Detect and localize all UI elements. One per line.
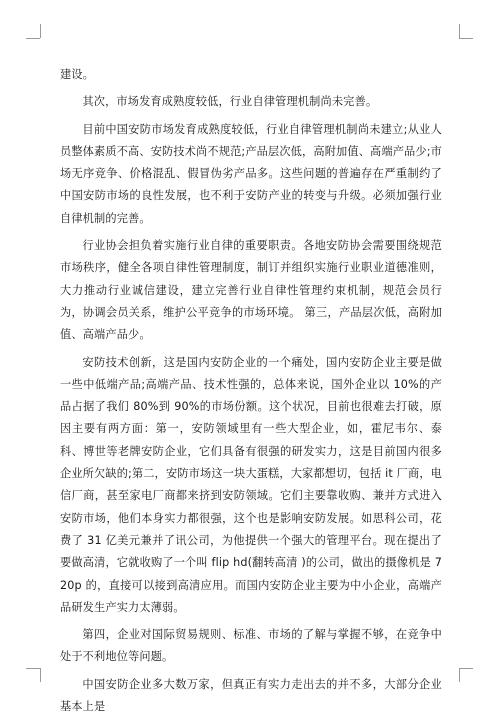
crop-mark-bottom-left-v <box>40 668 41 682</box>
crop-mark-top-right-v <box>459 24 460 38</box>
crop-mark-bottom-left-h <box>26 668 40 669</box>
crop-mark-top-right-h <box>459 38 473 39</box>
paragraph-continuation: 建设。 <box>60 68 95 81</box>
paragraph-market-maturity: 目前中国安防市场发育成熟度较低，行业自律管理机制尚未建立;从业人员整体素质不高、安防技术尚不规范;产品层次低，高附加值、高端产品少;市场无序竞争、价格混乱、假冒伪劣产品多。这些问题的普遍存在严重制约了中国安防市场的良性发展，也不利于安防产业的转变与升级。必须加强行业自律机制的完善。 <box>60 122 442 225</box>
crop-mark-bottom-right-v <box>459 668 460 682</box>
crop-mark-top-left-v <box>40 24 41 38</box>
document-body <box>60 64 442 718</box>
paragraph-industry-association: 行业协会担负着实施行业自律的重要职责。各地安防协会需要围绕规范市场秩序，健全各项自律性管理制度，制订并组织实施行业职业道德准则，大力推动行业诚信建设，建立完善行业自律性管理约束机制，规范会员行为，协调会员关系，维护公平竞争的市场环境。 第三，产品层次低，高附加值、高端产品少。 <box>60 239 442 342</box>
paragraph-heading-fourth: 第四，企业对国际贸易规则、标准、市场的了解与掌握不够，在竞争中处于不利地位等问题。 <box>60 628 442 664</box>
paragraph-going-abroad: 中国安防企业多大数万家，但真正有实力走出去的并不多，大部分企业基本上是 <box>60 677 442 714</box>
crop-mark-bottom-right-h <box>459 668 473 669</box>
paragraph-heading-second: 其次，市场发育成熟度较低，行业自律管理机制尚未完善。 <box>82 95 378 109</box>
crop-mark-top-left-h <box>26 38 40 39</box>
paragraph-tech-innovation: 安防技术创新，这是国内安防企业的一个痛处，国内安防企业主要是做一些中低端产品;高端产品、技术性强的，总体来说，国外企业以 10%的产品占据了我们 80%到 90%的市场份额。这个状况，目前也很难去打破，原因主要有两方面：第一，安防领域里有一些大型企业，如，霍尼韦尔、泰科、博世等老牌安防企业，它们具备有很强的研发实力，这是目前国内很多企业所欠缺的;第二，安防市场这一块大蛋糕，大家都想切，包括 it 厂商，电信厂商，甚至家电厂商都来挤到安防领域。它们主要靠收购、兼并方式进入安防市场，他们本身实力都很强，这个也是影响安防发展。如思科公司，花费了 31 亿美元兼并了讯公司，为他提供一个强大的管理平台。现在提出了要做高清，它就收购了一个叫 flip hd(翻转高清 )的公司，做出的摄像机是 720p 的，直接可以接到高清应用。而国内安防企业主要为中小企业，高端产品研发生产实力太薄弱。 <box>60 355 442 614</box>
